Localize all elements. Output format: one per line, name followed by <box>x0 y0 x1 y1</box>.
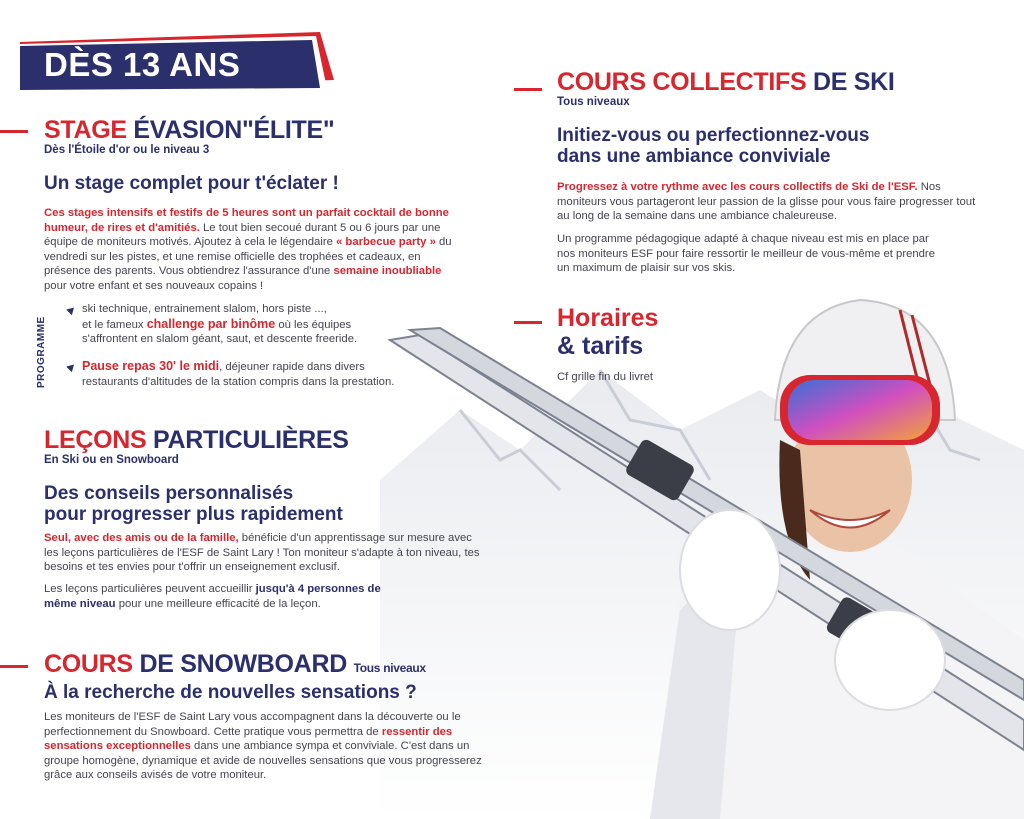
lecons-headline-2: pour progresser plus rapidement <box>44 504 343 525</box>
collectifs-p1-text: Nos moniteurs vous partageront leur passion de la glisse pour vous faire progresser tout au long de la semaine dans une ambiance chaleureuse. <box>557 181 976 222</box>
collectifs-title <box>557 68 895 96</box>
programme-item-2 <box>82 359 462 389</box>
section-dash <box>0 665 28 668</box>
prog1-line3: s'affrontent en slalom géant, saut, et descente freeride. <box>82 333 358 345</box>
snowboard-text2: dans une ambiance sympa et conviviale. C'est dans un groupe homogène, dynamique et avide de nouvelles sensations que vous progresserez grâce aux conseils avisés de votre moniteur. <box>44 740 482 781</box>
collectifs-title-red: COURS COLLECTIFS <box>557 68 814 96</box>
lecons-title-red: LEÇONS <box>44 426 154 454</box>
section-dash <box>514 321 542 324</box>
section-dash <box>0 130 28 133</box>
snowboard-tag: Tous niveaux <box>353 661 426 675</box>
programme-label <box>36 312 50 388</box>
programme-label-text: PROGRAMME <box>36 316 47 388</box>
lecons-paragraph-2 <box>44 582 404 611</box>
horaires-title <box>557 304 658 360</box>
prog1-line1: ski technique, entrainement slalom, hors piste ..., <box>82 303 327 315</box>
stage-p1-bbq: « barbecue party » <box>336 236 436 248</box>
collectifs-headline-1: Initiez-vous ou perfectionnez-vous <box>557 125 870 146</box>
collectifs-p1-bold: Progressez à votre rythme avec les cours collectifs de Ski de l'ESF. <box>557 181 918 193</box>
bullet-icon <box>66 362 77 373</box>
snowboard-text1: Les moniteurs de l'ESF de Saint Lary vous accompagnent dans la découverte ou le perfectionnement du Snowboard. Cette pratique vous permettra de <box>44 711 461 738</box>
lecons-title <box>44 426 349 454</box>
age-banner-label: DÈS 13 ANS <box>44 46 241 83</box>
section-dash <box>514 88 542 91</box>
stage-title-navy: ÉVASION"ÉLITE" <box>133 116 335 144</box>
stage-paragraph <box>44 206 458 293</box>
collectifs-headline-2: dans une ambiance conviviale <box>557 146 831 167</box>
stage-title <box>44 116 334 144</box>
lecons-title-navy: PARTICULIÈRES <box>153 426 349 454</box>
lecons-headline <box>44 483 343 525</box>
horaires-title-1: Horaires <box>557 304 659 332</box>
stage-p1-bold: Ces stages intensifs et festifs de 5 heures sont un parfait cocktail de bonne humeur, de rires et d'amitiés. <box>44 207 449 234</box>
prog2-line2: restaurants d'altitudes de la station compris dans la prestation. <box>82 375 395 388</box>
stage-p1-text2: du vendredi sur les pistes, et une remise officielle des trophées et cadeaux, en présence des parents. Vous obtiendrez l'assurance d'une <box>44 236 452 277</box>
collectifs-headline <box>557 125 869 167</box>
prog2-line1: , déjeuner rapide dans divers <box>219 361 365 373</box>
lecons-p2-text2: pour une meilleure efficacité de la leçon. <box>115 597 321 610</box>
lecons-p2-bold: jusqu'à 4 personnes de même niveau <box>44 583 381 610</box>
collectifs-title-navy: DE SKI <box>813 68 895 96</box>
prog1-line2b: où les équipes <box>275 318 352 331</box>
stage-headline: Un stage complet pour t'éclater ! <box>44 173 339 194</box>
collectifs-paragraph-2: Un programme pédagogique adapté à chaque niveau est mis en place par nos moniteurs ESF pour faire ressortir le meilleur de vous-même et prendre un maximum de plaisir sur vos skis. <box>557 233 935 274</box>
horaires-note: Cf grille fin du livret <box>557 371 654 383</box>
lecons-p2-text: Les leçons particulières peuvent accueillir <box>44 583 256 595</box>
collectifs-paragraph-1 <box>557 180 977 224</box>
stage-title-red: STAGE <box>44 116 134 144</box>
snowboard-paragraph <box>44 710 484 783</box>
lecons-p1-text: bénéficie d'un apprentissage sur mesure avec les leçons particulières de l'ESF de Saint Lary ! Ton moniteur s'adapte à ton niveau, tes besoins et tes envies pour t'offrir un enseignement exclusif. <box>44 532 480 573</box>
stage-p1-text: Le tout bien secoué durant 5 ou 6 jours par une équipe de moniteurs motivés. Ajoutez à cela le légendaire <box>44 221 441 248</box>
stage-p1-text3: pour votre enfant et ses nouveaux copains ! <box>44 279 264 292</box>
stage-subtitle: Dès l'Étoile d'or ou le niveau 3 <box>44 144 210 156</box>
snowboard-headline: À la recherche de nouvelles sensations ? <box>44 682 417 703</box>
lecons-p1-bold: Seul, avec des amis ou de la famille, <box>44 532 239 544</box>
programme-item-1 <box>82 302 462 347</box>
snowboard-title-red: COURS <box>44 650 140 678</box>
collectifs-subtitle: Tous niveaux <box>557 96 630 108</box>
lecons-headline-1: Des conseils personnalisés <box>44 483 294 504</box>
bullet-icon <box>66 305 77 316</box>
snowboard-bold: ressentir des sensations exceptionnelles <box>44 725 453 752</box>
horaires-title-2: & tarifs <box>557 332 644 360</box>
lecons-paragraph-1 <box>44 531 484 575</box>
snowboard-title-navy: DE SNOWBOARD <box>139 650 347 678</box>
stage-p1-unforgettable: semaine inoubliable <box>333 265 442 277</box>
lecons-subtitle: En Ski ou en Snowboard <box>44 454 179 466</box>
prog2-pause: Pause repas 30' le midi <box>82 359 220 373</box>
prog1-challenge: challenge par binôme <box>146 316 276 331</box>
snowboard-title <box>44 650 426 682</box>
prog1-line2a: et le fameux <box>82 318 147 331</box>
